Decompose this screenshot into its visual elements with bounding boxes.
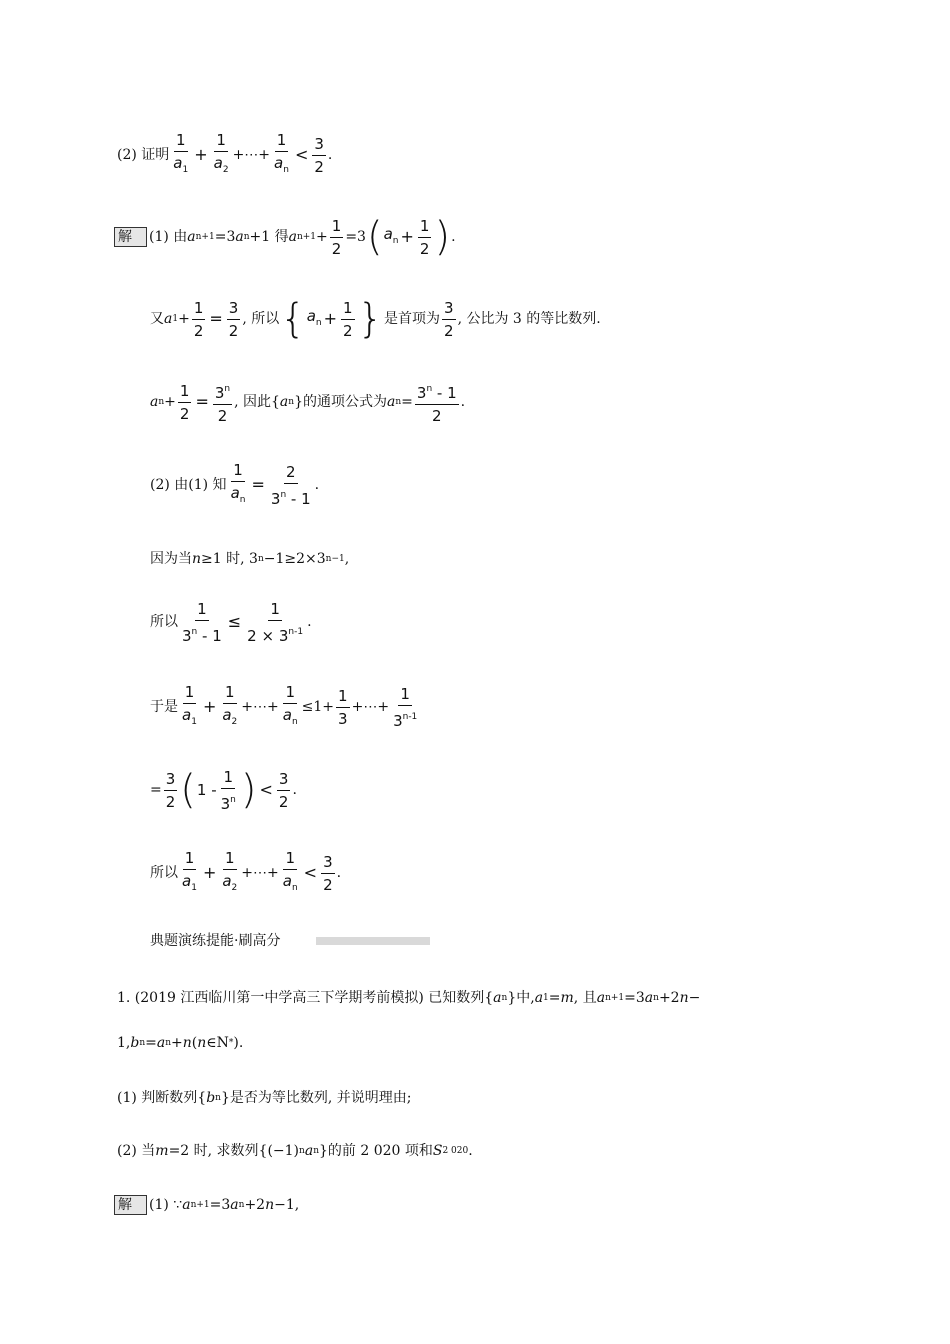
solution-1-line-3: a n + $\frac{1}{2}$ = $\frac{3^n}{2}$ , 因此{ a n }的通项公式为 a n = $\frac{3^n - 1}{2}$ . — [150, 379, 465, 425]
fraction: $\frac{1}{2}$ — [419, 216, 430, 258]
fraction: $\frac{1}{a_2}$ — [222, 849, 238, 893]
solution-2-line-5: = $\frac{3}{2}$ ( 1 - $\frac{1}{3^n}$ ) < $\frac{3}{2}$ . — [150, 767, 297, 813]
fraction: $\frac{1}{2}$ — [343, 298, 353, 340]
solution-2-conclusion: 所以 $\frac{1}{a_1}$ + $\frac{1}{a_2}$ +⋯+ $\frac{1}{a_n}$ < $\frac{3}{2}$ . — [150, 850, 341, 896]
fraction: $\frac{1}{a_n}$ — [282, 683, 298, 727]
right-paren: ) — [240, 767, 257, 813]
fraction: $\frac{3}{2}$ — [165, 769, 176, 811]
fraction: $\frac{1}{a_2}$ — [222, 683, 238, 727]
fraction: $\frac{3}{2}$ — [278, 769, 289, 811]
solution-2-line-4: 于是 $\frac{1}{a_1}$ + $\frac{1}{a_2}$ +⋯+ $\frac{1}{a_n}$ ≤1+ $\frac{1}{3}$ +⋯+ $\frac{1}{3^{n-1}}$ — [150, 684, 421, 730]
proof-statement: (2) 证明 $\frac{1}{a_1}$ + $\frac{1}{a_2}$ +⋯+ $\frac{1}{a_n}$ < $\frac{3}{2}$ . — [117, 132, 332, 178]
fraction: $\frac{3}{2}$ — [314, 134, 324, 176]
question-1-line-1: 1. (2019 江西临川第一中学高三下学期考前模拟) 已知数列{ a n }中, a 1 = m , 且 a n+1 =3 a n +2 n − — [117, 990, 701, 1006]
solution-tag: 解 — [114, 227, 147, 247]
fraction: $\frac{1}{3^{n-1}}$ — [393, 684, 418, 730]
fraction: $\frac{3^n - 1}{2}$ — [415, 379, 459, 426]
solution-q1-line-1: 解 (1) ∵ a n+1 =3 a n +2 n −1, — [114, 1194, 299, 1216]
fraction: $\frac{1}{2}$ — [193, 298, 204, 340]
solution-2-line-1: (2) 由(1) 知 $\frac{1}{a_n}$ = $\frac{2}{3^n - 1}$ . — [150, 462, 319, 508]
fraction: $\frac{3}{2}$ — [323, 852, 333, 894]
right-paren: ) — [434, 214, 451, 260]
question-1-part-1: (1) 判断数列{ b n }是否为等比数列, 并说明理由; — [117, 1090, 412, 1106]
section-title: 典题演练提能·刷高分 — [150, 933, 281, 949]
left-brace: { — [280, 296, 306, 342]
question-1-line-2: 1, b n = a n + n ( n ∈N * ). — [117, 1035, 244, 1051]
fraction: $\frac{3}{2}$ — [444, 298, 454, 340]
right-brace: } — [357, 296, 384, 342]
fraction: $\frac{1}{a_1}$ — [173, 131, 189, 175]
fraction: $\frac{1}{2}$ — [331, 216, 342, 258]
left-paren: ( — [366, 214, 383, 260]
fraction: $\frac{1}{a_n}$ — [230, 461, 246, 505]
section-divider-bar — [316, 937, 430, 945]
fraction: $\frac{3}{2}$ — [228, 298, 239, 340]
fraction: $\frac{1}{3}$ — [338, 686, 348, 728]
fraction: $\frac{3^n}{2}$ — [213, 379, 232, 426]
solution-1-line-2: 又 a 1 + $\frac{1}{2}$ = $\frac{3}{2}$ , 所以 { $a_n$ + $\frac{1}{2}$ } 是首项为 $\frac{3}{2}$ , 公比为 3 的等比数列. — [150, 296, 601, 342]
question-1-part-2: (2) 当 m =2 时, 求数列{(−1) n a n }的前 2 020 项和 S 2 020 . — [117, 1143, 473, 1159]
fraction: $\frac{1}{3^n - 1}$ — [182, 599, 222, 645]
left-paren: ( — [180, 767, 196, 813]
solution-2-line-2: 因为当 n ≥1 时, 3 n −1≥2×3 n−1 , — [150, 551, 350, 567]
fraction: $\frac{1}{2}$ — [179, 381, 190, 423]
fraction: $\frac{1}{a_n}$ — [282, 849, 298, 893]
fraction: $\frac{2}{3^n - 1}$ — [270, 462, 311, 508]
solution-1-line-1: 解 (1) 由 a n+1 =3 a n +1 得 a n+1 + $\frac{1}{2}$ =3 ( $a_n$ + $\frac{1}{2}$ ) . — [114, 214, 456, 260]
solution-tag: 解 — [114, 1195, 147, 1215]
fraction: $\frac{1}{3^n}$ — [220, 767, 236, 813]
fraction: $\frac{1}{a_n}$ — [274, 131, 289, 175]
fraction: $\frac{1}{a_1}$ — [182, 683, 197, 727]
fraction: $\frac{1}{2 \times 3^{n-1}}$ — [247, 599, 304, 645]
fraction: $\frac{1}{a_2}$ — [213, 131, 229, 175]
solution-2-line-3: 所以 $\frac{1}{3^n - 1}$ ≤ $\frac{1}{2 \times 3^{n-1}}$ . — [150, 599, 312, 645]
fraction: $\frac{1}{a_1}$ — [182, 849, 197, 893]
